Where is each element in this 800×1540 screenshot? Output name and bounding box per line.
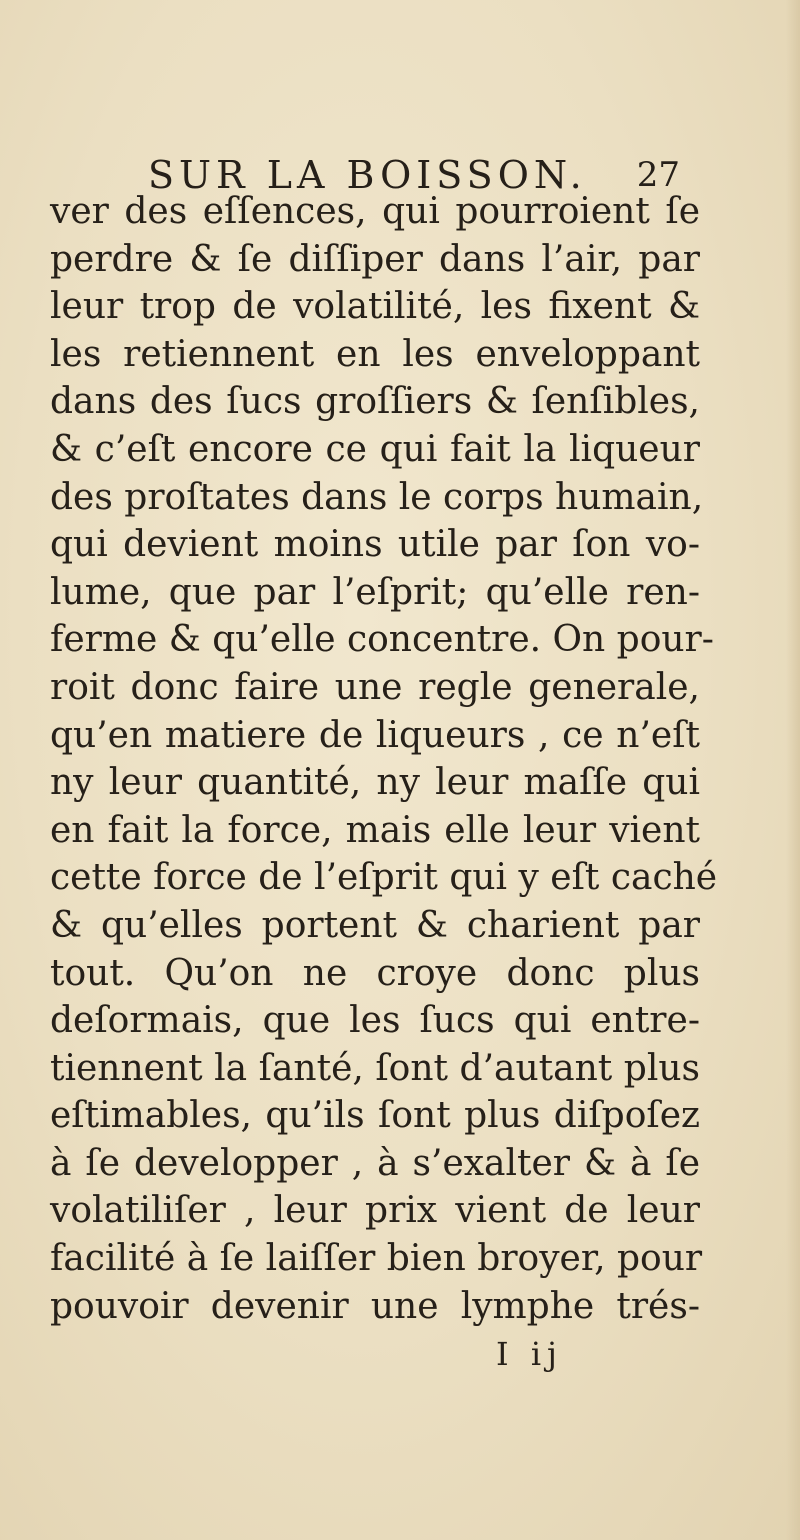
body-text bbox=[50, 188, 718, 1330]
text-line: en fait la force, mais elle leur vient bbox=[50, 809, 700, 851]
text-line: & c’eſt encore ce qui fait la liqueur bbox=[50, 428, 700, 470]
text-line: ver des eſſences, qui pourroient ſe bbox=[50, 191, 700, 232]
text-line: deſormais, que les ſucs qui entre- bbox=[50, 1000, 700, 1042]
text-line: cette force de l’eſprit qui y eſt caché bbox=[50, 857, 718, 899]
running-head: SUR LA BOISSON. bbox=[148, 153, 587, 197]
page-edge-shadow bbox=[786, 0, 800, 1540]
text-line: à ſe developper , à s’exalter & à ſe bbox=[50, 1142, 700, 1184]
text-line: des proſtates dans le corps humain, bbox=[50, 476, 704, 518]
text-line: volatiliſer , leur prix vient de leur bbox=[50, 1190, 700, 1232]
text-line: leur trop de volatilité, les fixent & bbox=[50, 286, 700, 328]
signature-mark: I ij bbox=[496, 1335, 563, 1373]
text-line: roit donc faire une regle generale, bbox=[50, 666, 700, 708]
text-line: les retiennent en les enveloppant bbox=[50, 333, 700, 375]
page-number: 27 bbox=[636, 155, 680, 195]
text-line: ny leur quantité, ny leur maſſe qui bbox=[50, 762, 700, 804]
text-line: eſtimables, qu’ils ſont plus diſpoſez bbox=[50, 1095, 700, 1137]
text-line: ferme & qu’elle concentre. On pour- bbox=[50, 619, 714, 661]
text-line: tout. Qu’on ne croye donc plus bbox=[50, 952, 700, 994]
text-line: tiennent la ſanté, ſont d’autant plus bbox=[50, 1047, 700, 1089]
text-line: qu’en matiere de liqueurs , ce n’eſt bbox=[50, 714, 700, 756]
text-line: pouvoir devenir une lymphe trés- bbox=[50, 1285, 700, 1327]
text-line: dans des ſucs groſſiers & ſenſibles, bbox=[50, 381, 700, 423]
text-line: facilité à ſe laiſſer bien broyer, pour bbox=[50, 1238, 703, 1280]
text-line: lume, que par l’eſprit; qu’elle ren- bbox=[50, 571, 700, 613]
text-line: perdre & ſe diſſiper dans l’air, par bbox=[50, 238, 700, 280]
text-line: & qu’elles portent & charient par bbox=[50, 904, 700, 946]
text-line: qui devient moins utile par ſon vo- bbox=[50, 524, 700, 566]
